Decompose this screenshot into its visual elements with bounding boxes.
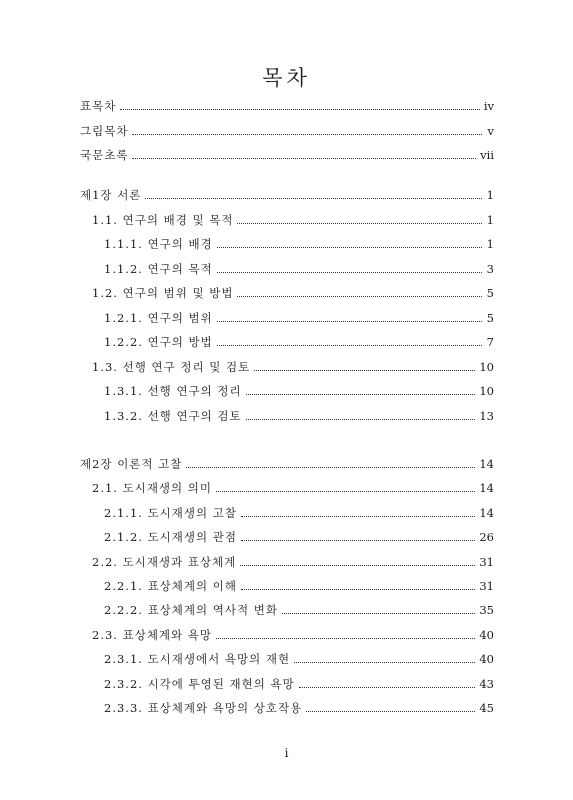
- toc-entry[interactable]: [92, 285, 494, 301]
- toc-entry-label: 그림목차: [80, 123, 129, 138]
- toc-entry[interactable]: [104, 261, 494, 277]
- toc-entry-page: 10: [479, 359, 494, 374]
- dot-leader: [217, 345, 482, 346]
- toc-entry[interactable]: [92, 480, 494, 496]
- toc-entry-page: 31: [479, 579, 494, 593]
- toc-entry-label: 2.3.3. 표상체계와 욕망의 상호작용: [104, 701, 303, 715]
- toc-entry[interactable]: [104, 505, 494, 521]
- toc-entry-label: 1.2.2. 연구의 방법: [104, 335, 213, 349]
- toc-entry-label: 2.3.2. 시각에 투영된 재현의 욕망: [104, 676, 295, 691]
- dot-leader: [217, 321, 482, 322]
- toc-entry-page: 40: [479, 627, 494, 642]
- dot-leader: [246, 419, 476, 420]
- toc-entry-label: 1.1.1. 연구의 배경: [104, 237, 213, 251]
- toc-entry-label: 2.2.2. 표상체계의 역사적 변화: [104, 603, 278, 618]
- toc-entry-label: 1.1. 연구의 배경 및 목적: [92, 212, 234, 227]
- toc-entry-page: 13: [479, 408, 494, 423]
- toc-entry[interactable]: [104, 334, 494, 350]
- dot-leader: [306, 711, 475, 712]
- dot-leader: [186, 467, 475, 468]
- toc-entry-page: ⅳ: [483, 99, 494, 113]
- toc-entry-page: ⅴ: [487, 123, 494, 138]
- toc-entry[interactable]: [104, 383, 494, 399]
- toc-entry-label: 제2장 이론적 고찰: [80, 457, 183, 471]
- dot-leader: [254, 370, 475, 371]
- toc-entry[interactable]: [92, 554, 494, 570]
- toc-entry[interactable]: [104, 408, 494, 424]
- toc-entry-page: 5: [486, 310, 494, 325]
- dot-leader: [241, 540, 475, 541]
- dot-leader: [299, 687, 476, 688]
- dot-leader: [132, 134, 482, 135]
- toc-entry-page: 26: [479, 530, 494, 545]
- toc-entry-page: 35: [479, 603, 494, 618]
- toc-entry[interactable]: [104, 578, 494, 594]
- toc-entry-page: 1: [486, 212, 494, 227]
- toc-entry[interactable]: [104, 236, 494, 252]
- toc-entry-page: 1: [486, 237, 494, 251]
- toc-entry-label: 1.3.1. 선행 연구의 정리: [104, 384, 242, 398]
- toc-entry-label: 1.2. 연구의 범위 및 방법: [92, 286, 234, 300]
- dot-leader: [217, 247, 482, 248]
- toc-entry-page: 7: [486, 335, 494, 349]
- toc-entry-page: 14: [479, 457, 494, 471]
- toc-entry-page: 31: [479, 554, 494, 569]
- toc-entry[interactable]: [80, 98, 494, 114]
- toc-entry-page: 45: [479, 701, 494, 715]
- dot-leader: [237, 296, 482, 297]
- dot-leader: [241, 516, 475, 517]
- toc-entry-label: 2.1.2. 도시재생의 관점: [104, 530, 237, 545]
- toc-entry-label: 2.2. 도시재생과 표상체계: [92, 554, 237, 569]
- toc-entry-page: 40: [479, 652, 494, 667]
- toc-entry-label: 2.3. 표상체계와 욕망: [92, 627, 213, 642]
- toc-entry-page: 3: [486, 261, 494, 276]
- dot-leader: [240, 565, 475, 566]
- toc-entry-page: ⅶ: [480, 148, 494, 162]
- toc-entry-label: 2.3.1. 도시재생에서 욕망의 재현: [104, 652, 291, 667]
- toc-entry-page: 5: [486, 286, 494, 300]
- toc-entry-label: 1.2.1. 연구의 범위: [104, 310, 213, 325]
- toc-entry[interactable]: [80, 187, 494, 203]
- dot-leader: [132, 158, 476, 159]
- toc-entry-page: 43: [479, 676, 494, 691]
- toc-entry-label: 제1장 서론: [80, 188, 142, 202]
- toc-entry[interactable]: [104, 700, 494, 716]
- page-title: 목차: [262, 66, 311, 90]
- toc-entry[interactable]: [104, 310, 494, 326]
- toc-entry-page: 14: [479, 505, 494, 520]
- toc-entry[interactable]: [92, 359, 494, 375]
- toc-entry[interactable]: [80, 456, 494, 472]
- page-number: i: [284, 746, 289, 760]
- toc-entry-label: 2.2.1. 표상체계의 이해: [104, 579, 237, 593]
- dot-leader: [217, 272, 482, 273]
- dot-leader: [241, 589, 475, 590]
- toc-entry[interactable]: [92, 212, 494, 228]
- dot-leader: [246, 394, 476, 395]
- toc-entry-page: 14: [479, 481, 494, 496]
- dot-leader: [237, 223, 482, 224]
- toc-entry-label: 2.1. 도시재생의 의미: [92, 481, 213, 496]
- toc-entry[interactable]: [92, 627, 494, 643]
- toc-entry-label: 1.3.2. 선행 연구의 검토: [104, 408, 242, 423]
- dot-leader: [294, 662, 475, 663]
- dot-leader: [216, 638, 475, 639]
- toc-entry[interactable]: [80, 147, 494, 163]
- dot-leader: [216, 491, 475, 492]
- toc-entry-page: 10: [479, 384, 494, 398]
- toc-entry[interactable]: [104, 676, 494, 692]
- toc-entry[interactable]: [104, 651, 494, 667]
- toc-entry-label: 1.1.2. 연구의 목적: [104, 261, 213, 276]
- toc-entry-label: 2.1.1. 도시재생의 고찰: [104, 505, 237, 520]
- toc-entry-label: 표목차: [80, 99, 117, 113]
- toc-entry[interactable]: [104, 529, 494, 545]
- toc-entry-page: 1: [486, 188, 494, 202]
- toc-entry[interactable]: [104, 602, 494, 618]
- toc-entry-label: 1.3. 선행 연구 정리 및 검토: [92, 359, 251, 374]
- dot-leader: [145, 198, 482, 199]
- toc-entry[interactable]: [80, 123, 494, 139]
- dot-leader: [120, 109, 479, 110]
- toc-entry-label: 국문초록: [80, 148, 129, 162]
- dot-leader: [282, 613, 475, 614]
